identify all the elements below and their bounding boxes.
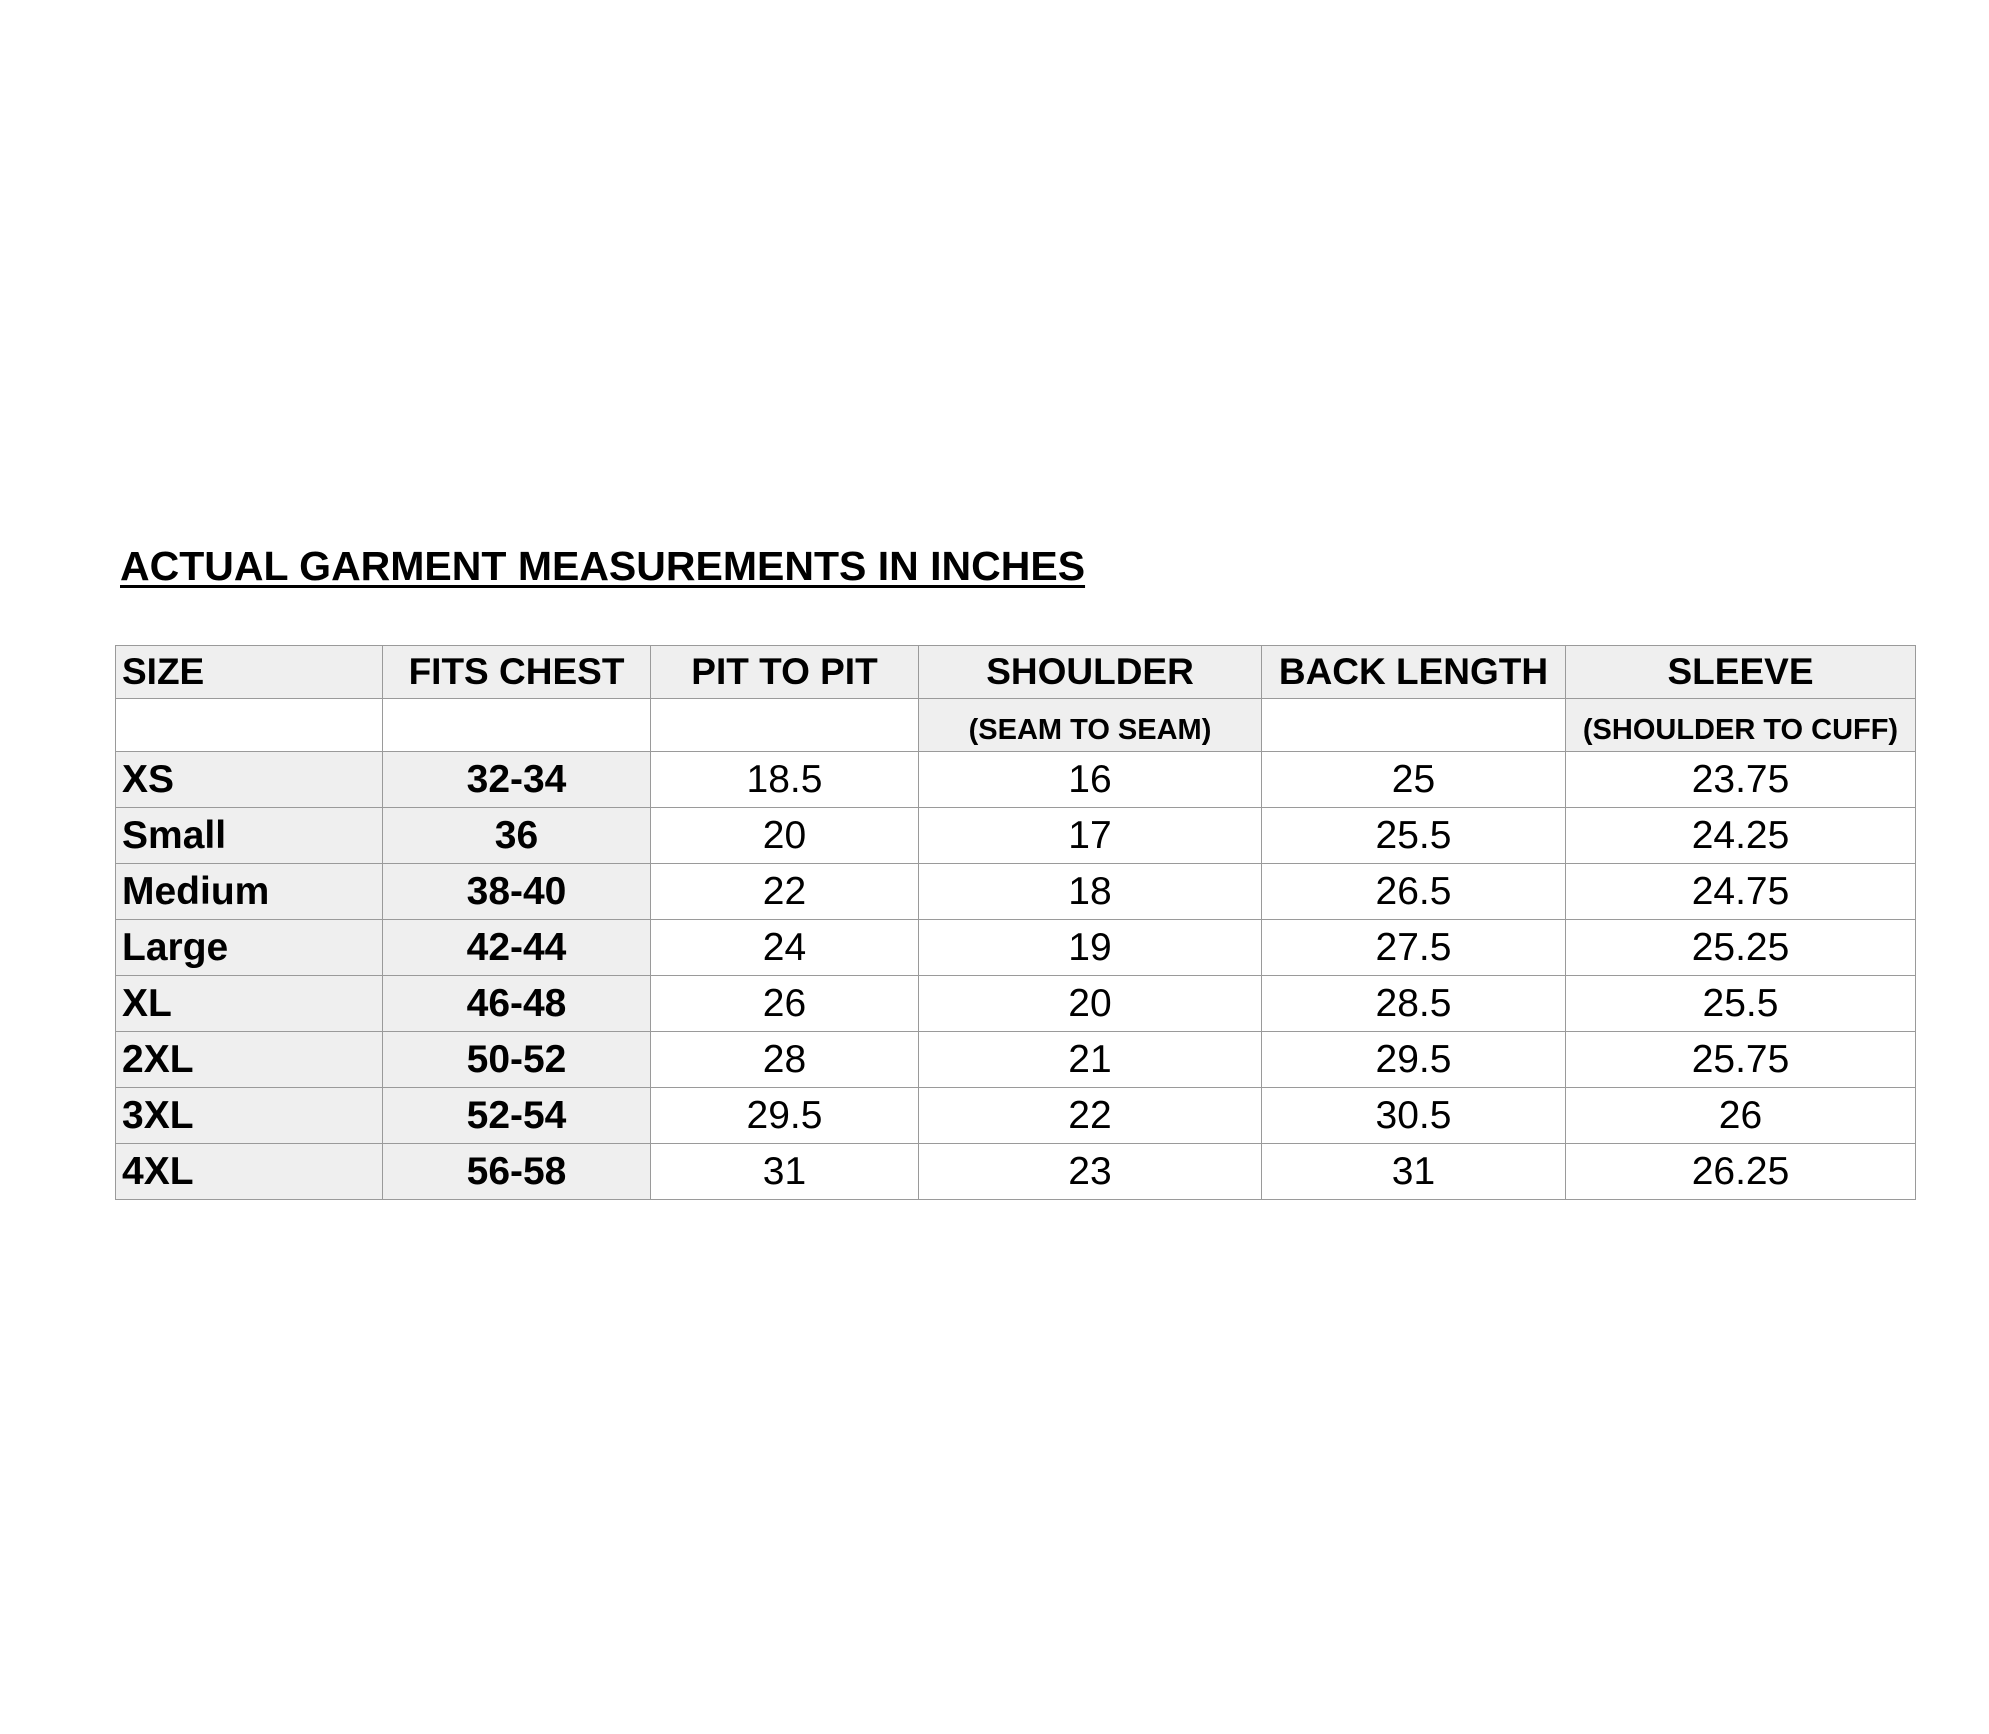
cell-pit-to-pit: 31 (651, 1144, 919, 1200)
cell-shoulder: 19 (919, 920, 1262, 976)
cell-sleeve: 25.25 (1566, 920, 1916, 976)
cell-sleeve: 25.5 (1566, 976, 1916, 1032)
cell-fits-chest: 36 (383, 808, 651, 864)
cell-shoulder: 18 (919, 864, 1262, 920)
size-chart-table (115, 645, 1916, 1200)
cell-sleeve: 24.75 (1566, 864, 1916, 920)
cell-back-length: 26.5 (1262, 864, 1566, 920)
subheader-row (116, 699, 1916, 752)
cell-back-length: 27.5 (1262, 920, 1566, 976)
header-pit-to-pit: PIT TO PIT (651, 646, 919, 699)
page-title: ACTUAL GARMENT MEASUREMENTS IN INCHES (120, 543, 1086, 589)
header-shoulder: SHOULDER (919, 646, 1262, 699)
cell-fits-chest: 38-40 (383, 864, 651, 920)
cell-shoulder: 23 (919, 1144, 1262, 1200)
header-row (116, 646, 1916, 699)
cell-sleeve: 23.75 (1566, 752, 1916, 808)
cell-fits-chest: 50-52 (383, 1032, 651, 1088)
size-chart-body (116, 646, 1916, 1200)
cell-size: XS (116, 752, 383, 808)
cell-size: 4XL (116, 1144, 383, 1200)
cell-pit-to-pit: 28 (651, 1032, 919, 1088)
cell-size: Large (116, 920, 383, 976)
header-back-length: BACK LENGTH (1262, 646, 1566, 699)
table-row (116, 1088, 1916, 1144)
cell-back-length: 25 (1262, 752, 1566, 808)
table-row (116, 1032, 1916, 1088)
subheader-sleeve: (SHOULDER TO CUFF) (1566, 699, 1916, 752)
cell-back-length: 25.5 (1262, 808, 1566, 864)
cell-fits-chest: 52-54 (383, 1088, 651, 1144)
subheader-pit-to-pit (651, 699, 919, 752)
cell-size: XL (116, 976, 383, 1032)
cell-pit-to-pit: 22 (651, 864, 919, 920)
cell-sleeve: 24.25 (1566, 808, 1916, 864)
cell-back-length: 31 (1262, 1144, 1566, 1200)
cell-shoulder: 17 (919, 808, 1262, 864)
table-row (116, 808, 1916, 864)
cell-size: Medium (116, 864, 383, 920)
cell-size: 2XL (116, 1032, 383, 1088)
cell-pit-to-pit: 26 (651, 976, 919, 1032)
table-row (116, 1144, 1916, 1200)
cell-fits-chest: 42-44 (383, 920, 651, 976)
cell-back-length: 29.5 (1262, 1032, 1566, 1088)
table-row (116, 976, 1916, 1032)
subheader-back-length (1262, 699, 1566, 752)
table-row (116, 752, 1916, 808)
cell-pit-to-pit: 20 (651, 808, 919, 864)
subheader-fits-chest (383, 699, 651, 752)
cell-pit-to-pit: 24 (651, 920, 919, 976)
cell-sleeve: 26.25 (1566, 1144, 1916, 1200)
cell-size: 3XL (116, 1088, 383, 1144)
cell-fits-chest: 32-34 (383, 752, 651, 808)
cell-shoulder: 16 (919, 752, 1262, 808)
cell-size: Small (116, 808, 383, 864)
table-row (116, 864, 1916, 920)
cell-pit-to-pit: 18.5 (651, 752, 919, 808)
cell-pit-to-pit: 29.5 (651, 1088, 919, 1144)
subheader-size (116, 699, 383, 752)
cell-back-length: 28.5 (1262, 976, 1566, 1032)
header-sleeve: SLEEVE (1566, 646, 1916, 699)
header-fits-chest: FITS CHEST (383, 646, 651, 699)
cell-sleeve: 26 (1566, 1088, 1916, 1144)
header-size: SIZE (116, 646, 383, 699)
subheader-shoulder: (SEAM TO SEAM) (919, 699, 1262, 752)
cell-fits-chest: 46-48 (383, 976, 651, 1032)
cell-shoulder: 21 (919, 1032, 1262, 1088)
table-row (116, 920, 1916, 976)
cell-fits-chest: 56-58 (383, 1144, 651, 1200)
cell-shoulder: 20 (919, 976, 1262, 1032)
cell-sleeve: 25.75 (1566, 1032, 1916, 1088)
cell-back-length: 30.5 (1262, 1088, 1566, 1144)
cell-shoulder: 22 (919, 1088, 1262, 1144)
